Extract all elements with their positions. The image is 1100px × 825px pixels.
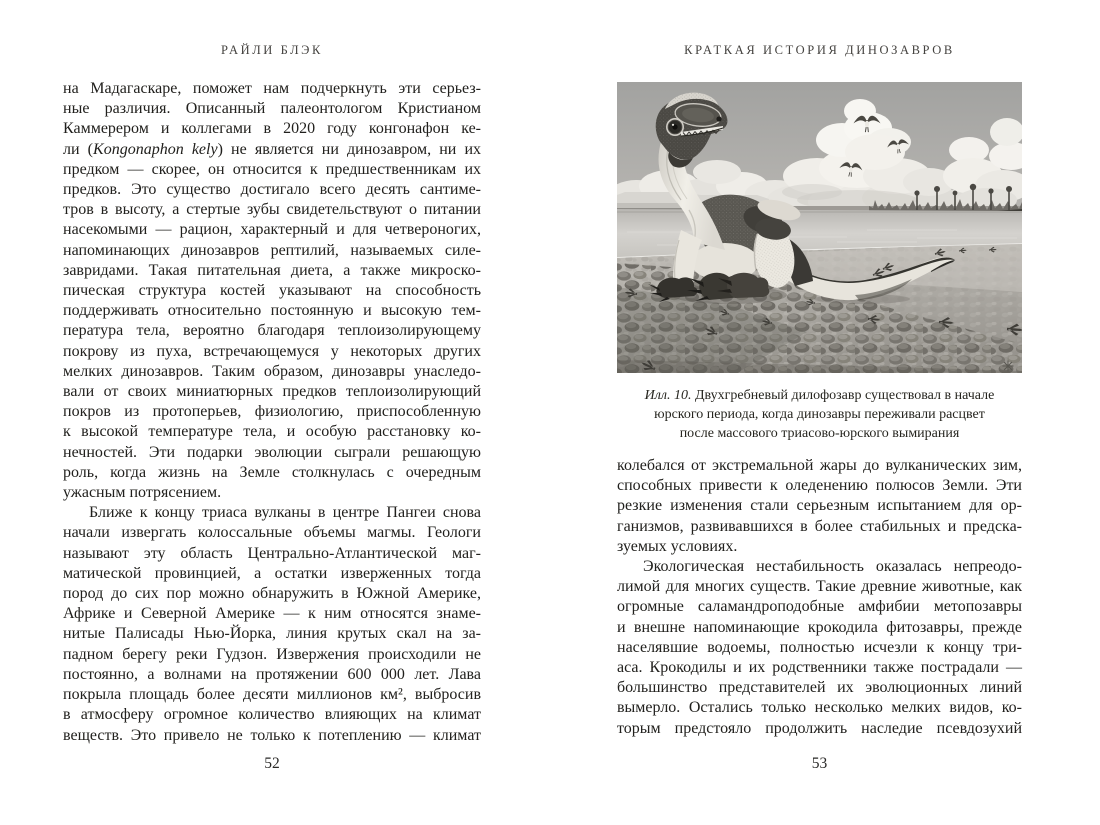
dilophosaurus-illustration: [617, 82, 1022, 373]
text-line: Илл. 10. Двухгребневый дилофозавр существовал в начале: [644, 388, 995, 403]
page-number-right: 53: [811, 755, 828, 772]
text-line: населявшие водоемы, полностью исчезли к концу три-: [617, 638, 1022, 656]
text-line: Экологическая нестабильность оказалась непреодо-: [643, 558, 1022, 576]
text-line: пород до сих пор можно обнаружить в Южной Америке,: [63, 585, 481, 603]
left-text-block: [63, 79, 481, 746]
text-line: постоянно, а волнами на протяжении 600 000 лет. Лава: [63, 665, 481, 683]
illustration-caption: [617, 386, 1022, 443]
text-line: падном берегу реки Гудзон. Извержения происходили не: [63, 645, 481, 663]
page-number-left: 52: [264, 755, 280, 772]
text-line: огромные саламандроподобные амфибии метопозавры: [617, 598, 1022, 616]
text-line: поддерживать относительно постоянную и высокую тем-: [63, 302, 481, 320]
text-line: пическая структура костей указывают на способность: [63, 282, 481, 300]
text-line: завридами. Такая питательная диета, а также микроско-: [63, 261, 481, 279]
text-line: ужасным потрясением.: [63, 484, 222, 502]
text-line: покров из протоперьев, физиологию, приспособленную: [63, 403, 481, 421]
text-line: роль, когда жизнь на Земле столкнулась с очередным: [63, 463, 481, 481]
text-line: вымерло. Остались только несколько мелких видов, ко-: [617, 699, 1022, 717]
text-line: ганизмов, развивавшихся в более стабильных и предска-: [617, 517, 1022, 535]
text-line: способных привести к оледенению полюсов Земли. Эти: [617, 477, 1022, 495]
text-line: насекомыми — рацион, характерный и для четвероногих,: [63, 221, 481, 239]
paragraph: [617, 456, 1022, 557]
text-line: покрыла площадь более десяти миллионов км², выбросив: [63, 686, 481, 704]
text-line: вали от своих миниатюрных предков теплоизолирующий: [63, 383, 481, 401]
text-line: в атмосферу огромное количество влияющих на климат: [63, 706, 481, 724]
text-line: колебался от экстремальной жары до вулканических зим,: [617, 457, 1022, 474]
text-line: мелких динозавров. Таким образом, динозавры унаследо-: [63, 362, 481, 380]
text-line: большинство представителей их эволюционных линий: [617, 679, 1022, 697]
text-line: предком — скорее, он относится к предшественникам их: [63, 160, 481, 178]
text-line: на Мадагаскаре, поможет нам подчеркнуть эти серьез-: [63, 80, 481, 97]
text-line: зуемых условиях.: [617, 537, 738, 555]
text-line: торым предстояло продолжить наследие псевдозухий: [617, 719, 1022, 737]
text-line: нитые Палисады Нью-Йорка, линия крутых скал на за-: [63, 625, 481, 643]
text-line: матической провинцией, а остатки изверженных тогда: [63, 564, 481, 582]
paragraph: [63, 79, 481, 503]
text-line: аса. Крокодилы и их родственники также пострадали —: [617, 659, 1022, 677]
text-line: напоминающих динозавров рептилий, называемых силе-: [63, 241, 481, 259]
text-line: пература тела, вероятно благодаря теплоизолирующему: [63, 322, 481, 340]
text-line: нечностей. Эти подарки эволюции сыграли решающую: [63, 443, 481, 461]
text-line: лимой для многих существ. Такие древние животные, как: [617, 578, 1022, 596]
text-line: покрову из пуха, встречающемуся у некоторых других: [63, 342, 481, 360]
text-line: веществ. Это привело не только к потеплению — климат: [63, 726, 481, 744]
running-head-title: КРАТКАЯ ИСТОРИЯ ДИНОЗАВРОВ: [684, 43, 955, 57]
text-line: тров в высоту, а стертые зубы свидетельствуют о питании: [63, 201, 481, 219]
text-line: ли (Kongonaphon kely) не является ни динозавром, ни их: [63, 140, 482, 158]
text-line: Африке и Северной Америке — к ним относятся знаме-: [63, 605, 481, 623]
text-line: предков. Это существо достигало всего десять сантиме-: [63, 181, 481, 199]
text-line: к высокой температуре тела, и особую расстановку ко-: [63, 423, 481, 441]
right-text-block: [617, 456, 1022, 739]
text-line: резкие изменения стали серьезным испытанием для ор-: [617, 497, 1022, 515]
text-line: ные различия. Описанный палеонтологом Кристианом: [63, 100, 481, 118]
text-line: Ближе к концу триаса вулканы в центре Пангеи снова: [89, 504, 481, 522]
text-line: юрского периода, когда динозавры переживали расцвет: [654, 407, 985, 422]
text-line: и внешне напоминающие крокодила фитозавры, прежде: [617, 618, 1022, 636]
text-line: начали извергать колоссальные объемы магмы. Геологи: [63, 524, 481, 542]
paragraph: [63, 503, 481, 745]
text-line: Каммерером и коллегами в 2020 году конгонафон ке-: [63, 120, 481, 138]
paragraph: [617, 557, 1022, 739]
text-line: после массового триасово-юрского вымирания: [679, 426, 960, 441]
running-head-author: РАЙЛИ БЛЭК: [221, 43, 323, 57]
artist-monogram: [1003, 361, 1014, 372]
text-line: называют эту область Центрально-Атлантической маг-: [63, 544, 481, 562]
figure-illustration: [617, 82, 1022, 443]
